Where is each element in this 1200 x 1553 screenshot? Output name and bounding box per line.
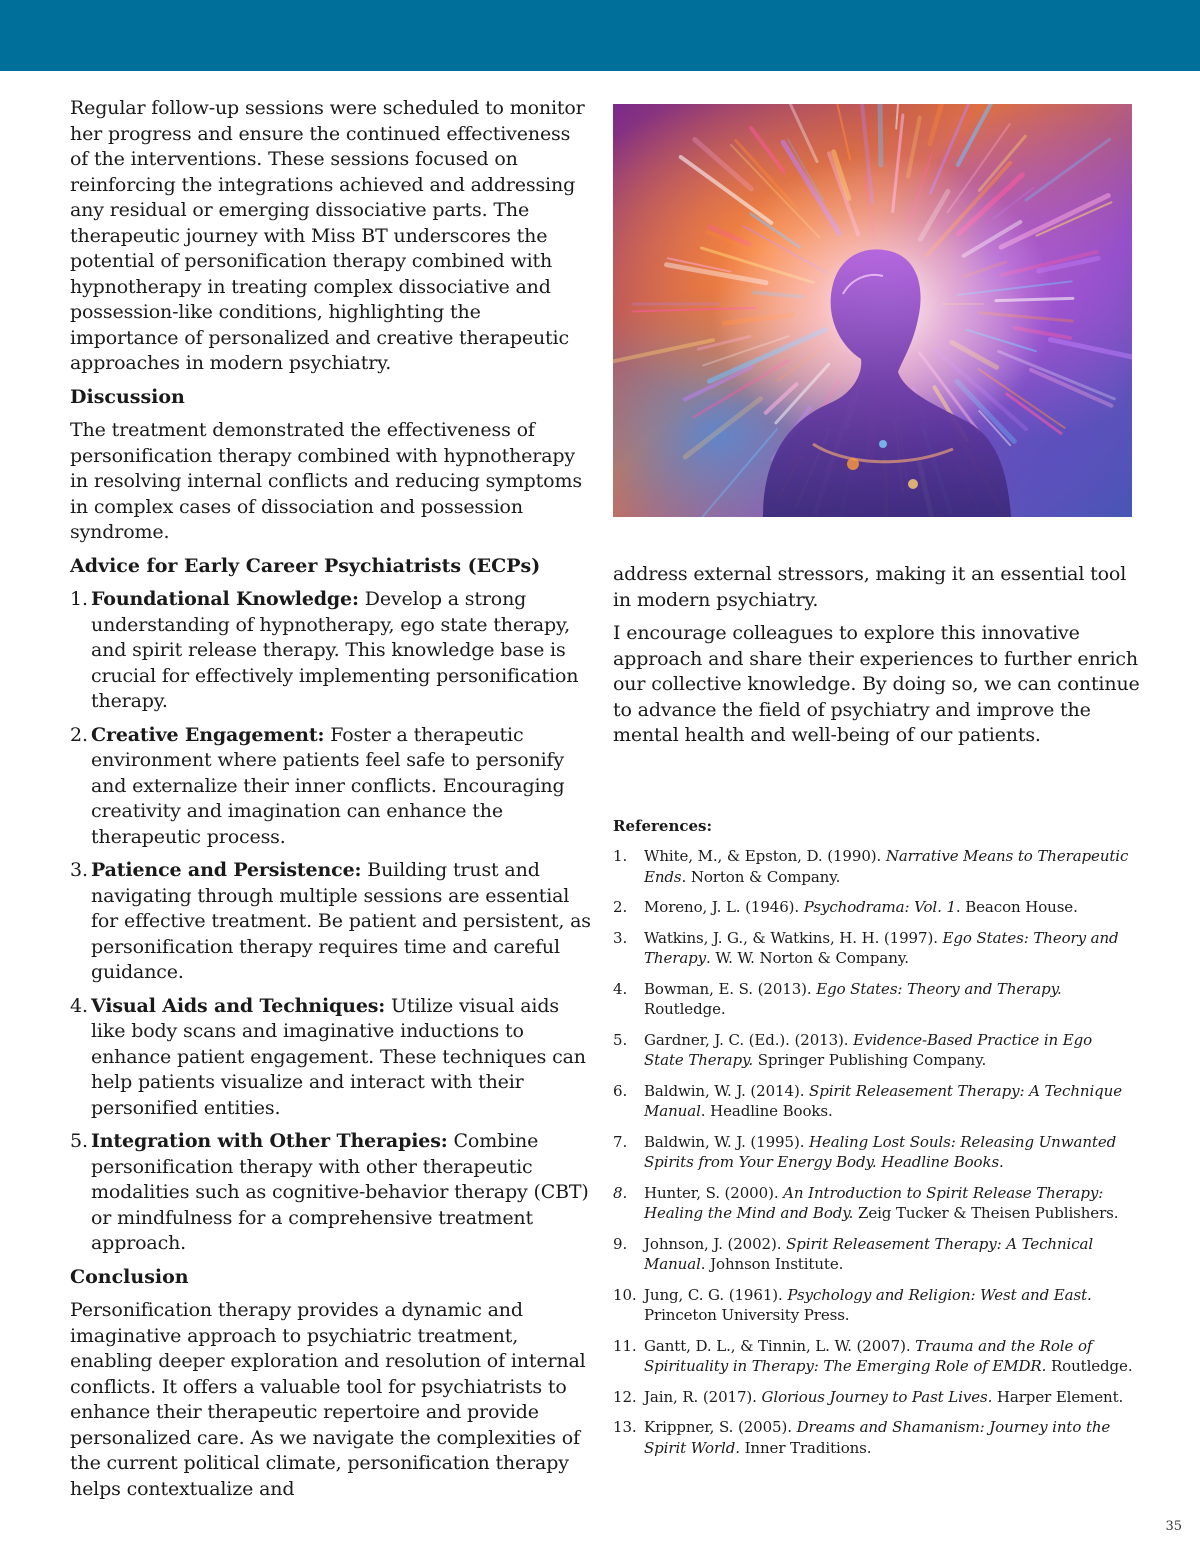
- conclusion-paragraph: Personification therapy provides a dynamic and imaginative approach to psychiatric treatment, enabling deeper exploration and resolution of internal conflicts. It offers a valuable tool for psychiatrists to enhance their therapeutic repertoire and provide personalized care. As we navigate the complexities of the current political climate, personification therapy helps contextualize and: [70, 1299, 586, 1500]
- reference-publisher: Harper Element.: [992, 1387, 1124, 1406]
- advice-term: Integration with Other Therapies:: [91, 1130, 448, 1152]
- reference-number: 4.: [613, 979, 628, 998]
- reference-item: [613, 846, 1133, 887]
- reference-publisher: Routledge.: [644, 1000, 726, 1018]
- advice-list: [70, 587, 592, 1257]
- reference-publisher: Inner Traditions.: [739, 1438, 872, 1457]
- reference-publisher: . W. W. Norton & Company.: [706, 949, 909, 967]
- advice-text: Foster a therapeutic environment where patients feel safe to personify and externalize their inner conflicts. Encouraging creativity and imagination can enhance the therapeutic process.: [91, 723, 565, 848]
- reference-authors: Hunter, S. (2000).: [644, 1183, 784, 1202]
- reference-title: Spirit Releasement Therapy: A Technical Manual: [644, 1234, 1094, 1273]
- reference-publisher: Princeton University Press.: [644, 1306, 850, 1324]
- light-streak: [827, 104, 850, 160]
- advice-text: Develop a strong understanding of hypnotherapy, ego state therapy, and spirit release therapy. This knowledge base is crucial for effectively implementing personification therapy.: [91, 588, 579, 712]
- left-column: [70, 96, 592, 1510]
- reference-authors: Johnson, J. (2002).: [644, 1234, 787, 1253]
- discussion-heading: Discussion: [70, 385, 185, 408]
- reference-number: 2.: [613, 898, 628, 916]
- advice-item: [70, 723, 592, 851]
- advice-number: 3.: [70, 859, 88, 881]
- conclusion-continuation: address external stressors, making it an essential tool in modern psychiatry.: [613, 563, 1127, 611]
- reference-publisher: . Johnson Institute.: [700, 1255, 844, 1273]
- reference-number: 8.: [613, 1183, 628, 1202]
- reference-authors: White, M., & Epston, D. (1990).: [644, 847, 886, 865]
- reference-item: [613, 1234, 1133, 1275]
- reference-title: Dreams and Shamanism: Journey into the Spirit World.: [644, 1418, 1111, 1457]
- reference-number: 6.: [613, 1081, 628, 1100]
- advice-number: 2.: [70, 723, 88, 746]
- advice-term: Visual Aids and Techniques:: [91, 994, 386, 1017]
- advice-item: [70, 858, 592, 986]
- page-number: 35: [1165, 1519, 1182, 1534]
- light-streak: [613, 340, 713, 362]
- references-list: [613, 846, 1133, 1458]
- reference-authors: Jain, R. (2017).: [644, 1387, 762, 1406]
- light-streak: [1050, 340, 1132, 363]
- light-streak: [979, 136, 1025, 190]
- references-title: References:: [613, 817, 713, 835]
- light-streak: [1026, 139, 1109, 200]
- reference-authors: Baldwin, W. J. (2014).: [644, 1081, 810, 1100]
- reference-item: [613, 897, 1133, 918]
- reference-title: Spirit Releasement Therapy: A Technique Manual: [644, 1081, 1123, 1120]
- reference-item: [613, 1417, 1133, 1458]
- reference-number: 11.: [613, 1336, 637, 1355]
- reference-number: 13.: [613, 1418, 637, 1436]
- advice-number: 1.: [70, 588, 88, 610]
- advice-item: [70, 587, 592, 715]
- light-streak: [896, 104, 899, 128]
- reference-authors: Gardner, J. C. (Ed.). (2013).: [644, 1030, 854, 1049]
- advice-item: [70, 994, 592, 1122]
- closing-paragraph: I encourage colleagues to explore this innovative approach and share their experiences to further enrich our collective knowledge. By doing so, we can continue to advance the field of psychiatry and improve the mental health and well-being of our patients.: [613, 622, 1140, 746]
- light-streak: [930, 104, 962, 144]
- reference-title: Evidence-Based Practice in Ego State Therapy.: [644, 1030, 1093, 1069]
- advice-term: Creative Engagement:: [91, 723, 325, 746]
- reference-publisher: Routledge.: [1046, 1357, 1133, 1375]
- reference-number: 9.: [613, 1234, 628, 1253]
- advice-heading: Advice for Early Career Psychiatrists (ECPs): [70, 554, 541, 577]
- light-streak: [1031, 370, 1111, 406]
- reference-title: An Introduction to Spirit Release Therapy: Healing the Mind and Body.: [644, 1183, 1104, 1222]
- reference-number: 5.: [613, 1030, 628, 1049]
- reference-authors: Watkins, J. G., & Watkins, H. H. (1997).: [644, 928, 943, 947]
- reference-authors: Jung, C. G. (1961).: [644, 1285, 788, 1304]
- advice-term: Patience and Persistence:: [91, 859, 362, 881]
- reference-item: [613, 1336, 1133, 1377]
- advice-number: 4.: [70, 994, 88, 1017]
- advice-text: Building trust and navigating through multiple sessions are essential for effective treatment. Be patient and persistent, as personification therapy requires time and careful guidance.: [91, 859, 591, 983]
- reference-item: [613, 1285, 1133, 1326]
- reference-number: 1.: [613, 847, 628, 865]
- reference-item: [613, 979, 1133, 1020]
- reference-publisher: Zeig Tucker & Theisen Publishers.: [853, 1204, 1119, 1222]
- reference-item: [613, 928, 1133, 969]
- followup-paragraph: Regular follow-up sessions were scheduled to monitor her progress and ensure the continued effectiveness of the interventions. These sessions focused on reinforcing the integrations achieved and addressing any residual or emerging dissociative parts. The therapeutic journey with Miss BT underscores the potential of personification therapy combined with hypnotherapy in treating complex dissociative and possession-like conditions, highlighting the importance of personalized and creative therapeutic approaches in modern psychiatry.: [70, 97, 585, 374]
- light-streak: [1036, 202, 1111, 235]
- header-band: [0, 0, 1200, 71]
- reference-item: [613, 1132, 1133, 1173]
- reference-number: 7.: [613, 1132, 628, 1151]
- reference-item: [613, 1030, 1133, 1071]
- advice-text: Combine personification therapy with other therapeutic modalities such as cognitive-behavior therapy (CBT) or mindfulness for a comprehensive treatment approach.: [91, 1130, 589, 1254]
- hero-illustration: [613, 104, 1132, 517]
- light-streak: [1007, 394, 1061, 433]
- discussion-paragraph: The treatment demonstrated the effectiveness of personification therapy combined with hypnotherapy in resolving internal conflicts and reducing symptoms in complex cases of dissociation and possession syndrome.: [70, 419, 582, 543]
- reference-title: Psychodrama: Vol. 1: [803, 898, 956, 916]
- reference-authors: Moreno, J. L. (1946).: [644, 898, 804, 916]
- reference-title: Psychology and Religion: West and East.: [787, 1285, 1092, 1304]
- references-section: [613, 816, 1133, 1468]
- conclusion-heading: Conclusion: [70, 1265, 189, 1288]
- reference-number: 3.: [613, 928, 628, 947]
- reference-publisher: . Headline Books.: [700, 1102, 833, 1120]
- reference-number: 12.: [613, 1387, 637, 1406]
- right-column: [613, 562, 1143, 757]
- reference-authors: Gantt, D. L., & Tinnin, L. W. (2007).: [644, 1336, 916, 1355]
- reference-authors: Krippner, S. (2005).: [644, 1418, 797, 1436]
- advice-item: [70, 1129, 592, 1257]
- reference-authors: Baldwin, W. J. (1995).: [644, 1132, 810, 1151]
- reference-publisher: . Beacon House.: [955, 898, 1078, 916]
- reference-item: [613, 1081, 1133, 1122]
- reference-number: 10.: [613, 1285, 637, 1304]
- reference-title: Trauma and the Role of Spirituality in Therapy: The Emerging Role of EMDR.: [644, 1336, 1093, 1375]
- reference-title: Ego States: Theory and Therapy: [644, 928, 1119, 967]
- reference-authors: Bowman, E. S. (2013).: [644, 979, 817, 998]
- glowing-figure-illustration: [613, 104, 1132, 517]
- reference-title: Glorious Journey to Past Lives.: [761, 1387, 993, 1406]
- reference-item: [613, 1387, 1133, 1408]
- reference-title: Ego States: Theory and Therapy.: [816, 979, 1062, 998]
- reference-title: Healing Lost Souls: Releasing Unwanted Spirits from Your Energy Body. Headline Books.: [644, 1132, 1117, 1171]
- advice-term: Foundational Knowledge:: [91, 588, 359, 610]
- reference-item: [613, 1183, 1133, 1224]
- advice-number: 5.: [70, 1130, 88, 1152]
- reference-publisher: Springer Publishing Company.: [753, 1051, 987, 1069]
- reference-publisher: . Norton & Company.: [681, 867, 841, 886]
- advice-text: Utilize visual aids like body scans and imaginative inductions to enhance patient engagement. These techniques can help patients visualize and interact with their personified entities.: [91, 994, 586, 1119]
- reference-title: Narrative Means to Therapeutic Ends: [644, 847, 1129, 886]
- light-streak: [685, 399, 760, 457]
